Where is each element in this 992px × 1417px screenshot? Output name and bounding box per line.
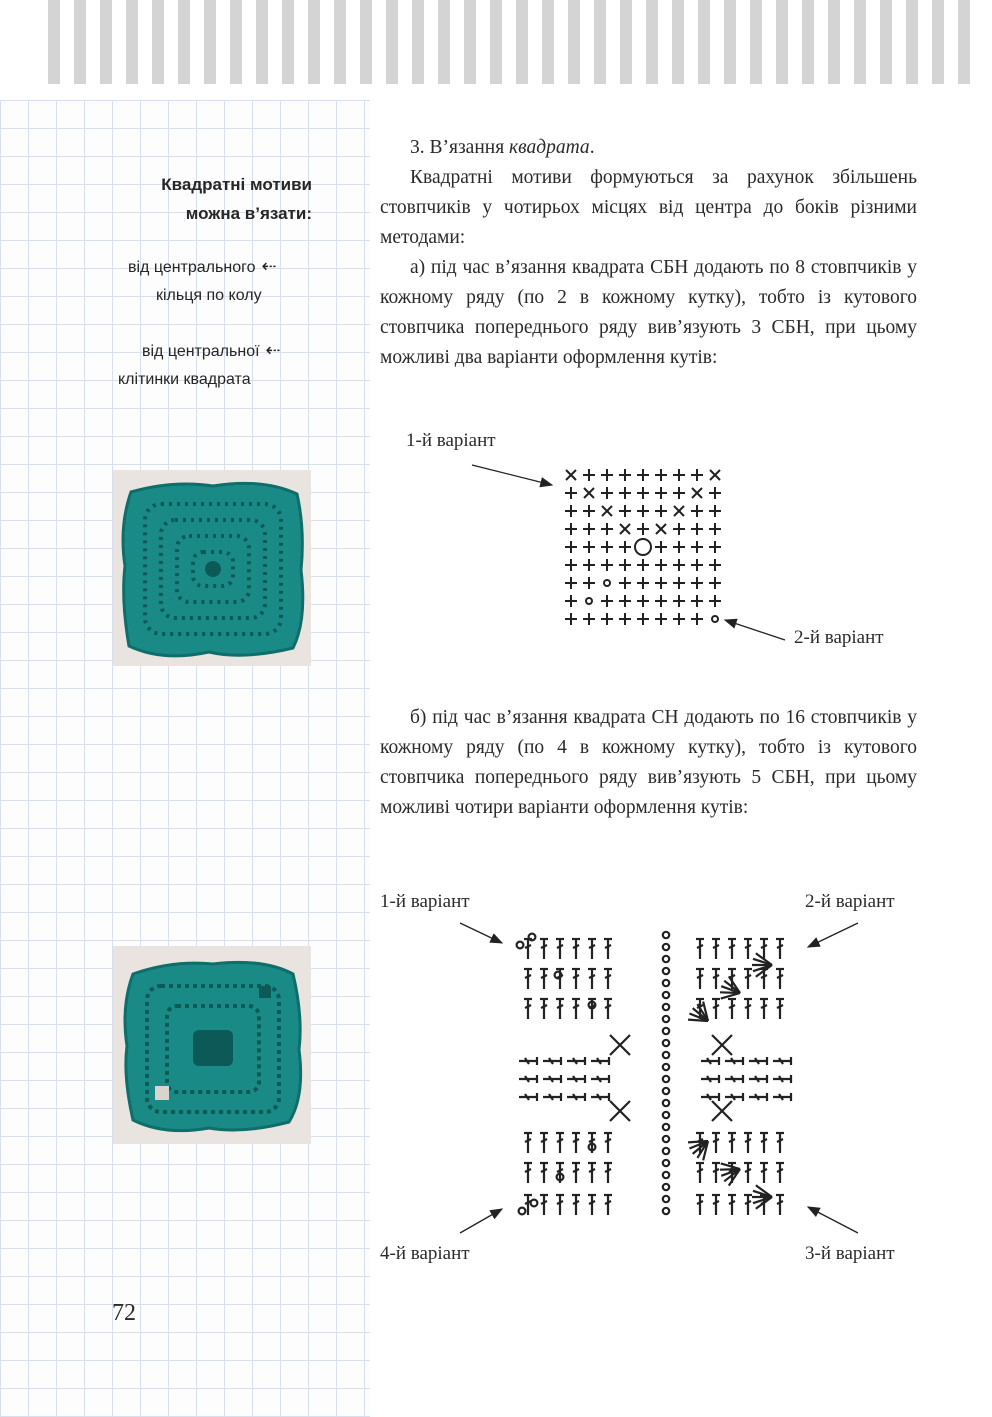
dc-post-icon [605, 1201, 611, 1204]
dc-post-icon [541, 975, 547, 978]
dc-post-icon [729, 945, 735, 948]
dc-post-icon [525, 1139, 531, 1142]
dc-post-icon [589, 975, 595, 978]
chain-icon [663, 1004, 669, 1010]
dc-post-icon [557, 1139, 563, 1142]
dc-post-icon [589, 1139, 595, 1142]
dc-post-icon [573, 1139, 579, 1142]
dc-post-icon [729, 1201, 735, 1204]
dc-post-icon [745, 1139, 751, 1142]
chain-icon [663, 944, 669, 950]
dc-post-icon [761, 1005, 767, 1008]
dc-post-icon [541, 1139, 547, 1142]
dc-post-icon [573, 945, 579, 948]
sidebar-title-line2: можна в’язати: [185, 204, 312, 223]
sidebar-item-ring-line2: кільця по колу [156, 287, 262, 304]
dc-post-icon [541, 945, 547, 948]
item-a-paragraph: а) під час в’язання квадрата СБН додають по 8 стовпчиків у кожному ряду (по 2 в кожному кутку), тобто із кутового стовпчика попереднього ряду вив’язують 3 СБН, при цьому можливі два варіанти оформлення кутів: [380, 257, 917, 368]
dc-post-icon [573, 975, 579, 978]
arrow-icon [725, 620, 785, 640]
chain-icon [663, 1076, 669, 1082]
arrow-icon [472, 465, 552, 485]
dc-post-icon [713, 945, 719, 948]
dc-post-icon [777, 1139, 783, 1142]
dc-post-icon [697, 975, 703, 978]
chain-icon [604, 580, 610, 586]
diagram-sc-square [440, 455, 800, 655]
chain-icon [517, 942, 524, 949]
dc-post-icon [557, 1005, 563, 1008]
arrow-icon [460, 1209, 502, 1233]
chain-icon [663, 1052, 669, 1058]
chain-icon [586, 598, 592, 604]
diagram1-label-variant2: 2-й варіант [794, 627, 884, 648]
dc-post-icon [729, 1005, 735, 1008]
sidebar-title [72, 170, 312, 228]
header-stripes [48, 0, 978, 84]
dc-post-icon [525, 1169, 531, 1172]
arrow-left-icon: ⇠ [261, 256, 277, 276]
dc-post-icon [745, 1169, 751, 1172]
chain-icon [663, 1184, 669, 1190]
dc-post-icon [761, 1139, 767, 1142]
chain-icon [663, 992, 669, 998]
diagram1-label-variant1: 1-й варіант [406, 430, 496, 451]
dc-post-icon [525, 1005, 531, 1008]
chain-icon [663, 1040, 669, 1046]
diagram2-label-variant3: 3-й варіант [805, 1243, 895, 1264]
dc-post-icon [761, 1169, 767, 1172]
intro-paragraph: Квадратні мотиви формуються за рахунок збільшень стовпчиків у чотирьох місцях від центра до боків різними методами: [380, 167, 917, 248]
fan-stitch-icon [688, 1141, 708, 1142]
dc-post-icon [605, 1139, 611, 1142]
arrow-icon [808, 1207, 858, 1233]
sidebar-item-cell [118, 336, 281, 394]
dc-post-icon [557, 1201, 563, 1204]
dc-post-icon [589, 1201, 595, 1204]
dc-post-icon [541, 1201, 547, 1204]
sidebar-item-cell-line2: клітинки квадрата [118, 371, 251, 388]
sidebar-item-ring [128, 252, 277, 310]
dc-post-icon [525, 945, 531, 948]
item-b-paragraph: б) під час в’язання квадрата СН додають по 16 стовпчиків у кожному ряду (по 4 в кожному кутку), тобто із кутового стовпчика попереднього ряду вив’язують 5 СБН, при цьому можливі чотири варіанти оформлення кутів: [380, 707, 917, 818]
dc-post-icon [777, 945, 783, 948]
dc-post-icon [697, 1169, 703, 1172]
dc-post-icon [557, 1169, 563, 1172]
chain-icon [663, 1112, 669, 1118]
chain-icon [663, 1088, 669, 1094]
dc-post-icon [713, 1169, 719, 1172]
dc-post-icon [745, 945, 751, 948]
dc-post-icon [745, 1005, 751, 1008]
dc-post-icon [777, 1005, 783, 1008]
chain-icon [663, 1100, 669, 1106]
chain-icon [663, 1160, 669, 1166]
dc-post-icon [605, 975, 611, 978]
chain-icon [663, 1016, 669, 1022]
dc-post-icon [745, 1201, 751, 1204]
chain-icon [663, 1136, 669, 1142]
dc-post-icon [713, 1005, 719, 1008]
dc-post-icon [761, 975, 767, 978]
crochet-square-photo-ring [113, 470, 311, 666]
arrow-left-icon: ⇠ [265, 340, 281, 360]
dc-post-icon [525, 975, 531, 978]
dc-post-icon [605, 1169, 611, 1172]
diagram2-label-variant1: 1-й варіант [380, 891, 470, 912]
chain-icon [519, 1208, 526, 1215]
section-heading-italic: квадрата [509, 137, 590, 158]
chain-icon [663, 968, 669, 974]
diagram2-label-variant4: 4-й варіант [380, 1243, 470, 1264]
dc-post-icon [605, 1005, 611, 1008]
section-intro [380, 133, 917, 373]
dc-post-icon [605, 945, 611, 948]
section-heading: 3. В’язання квадрата. [410, 137, 595, 158]
dc-post-icon [777, 1169, 783, 1172]
dc-post-icon [713, 975, 719, 978]
dc-post-icon [697, 945, 703, 948]
chain-icon [663, 932, 669, 938]
dc-post-icon [573, 1169, 579, 1172]
sidebar-item-cell-line1: від центральної [142, 343, 260, 360]
dc-post-icon [777, 975, 783, 978]
center-ring-icon [635, 539, 651, 555]
chain-icon [663, 1196, 669, 1202]
dc-post-icon [589, 1169, 595, 1172]
chain-icon [712, 616, 718, 622]
chain-icon [529, 934, 536, 941]
chain-icon [555, 972, 562, 979]
arrow-icon [808, 923, 858, 947]
dc-post-icon [573, 1005, 579, 1008]
page-number: 72 [112, 1300, 136, 1326]
fan-stitch-icon [721, 1163, 740, 1169]
sidebar-title-line1: Квадратні мотиви [161, 175, 312, 194]
chain-icon [663, 980, 669, 986]
dc-post-icon [713, 1201, 719, 1204]
chain-icon [663, 1064, 669, 1070]
chain-icon [663, 1028, 669, 1034]
chain-icon [531, 1200, 538, 1207]
crochet-square-photo-cell [113, 946, 311, 1144]
dc-post-icon [589, 945, 595, 948]
dc-post-icon [777, 1201, 783, 1204]
chain-icon [663, 1172, 669, 1178]
section-item-b [380, 703, 917, 823]
diagram-dc-square [440, 915, 880, 1235]
dc-post-icon [713, 1139, 719, 1142]
chain-icon [663, 1148, 669, 1154]
dc-post-icon [697, 1201, 703, 1204]
dc-post-icon [573, 1201, 579, 1204]
dc-post-icon [541, 1169, 547, 1172]
chain-icon [663, 1208, 669, 1214]
arrow-icon [460, 923, 502, 943]
diagram2-label-variant2: 2-й варіант [805, 891, 895, 912]
dc-post-icon [557, 945, 563, 948]
chain-icon [663, 1124, 669, 1130]
dc-post-icon [745, 975, 751, 978]
dc-post-icon [761, 945, 767, 948]
dc-post-icon [729, 1139, 735, 1142]
chain-icon [663, 956, 669, 962]
dc-post-icon [541, 1005, 547, 1008]
sidebar-item-ring-line1: від центрального [128, 259, 256, 276]
